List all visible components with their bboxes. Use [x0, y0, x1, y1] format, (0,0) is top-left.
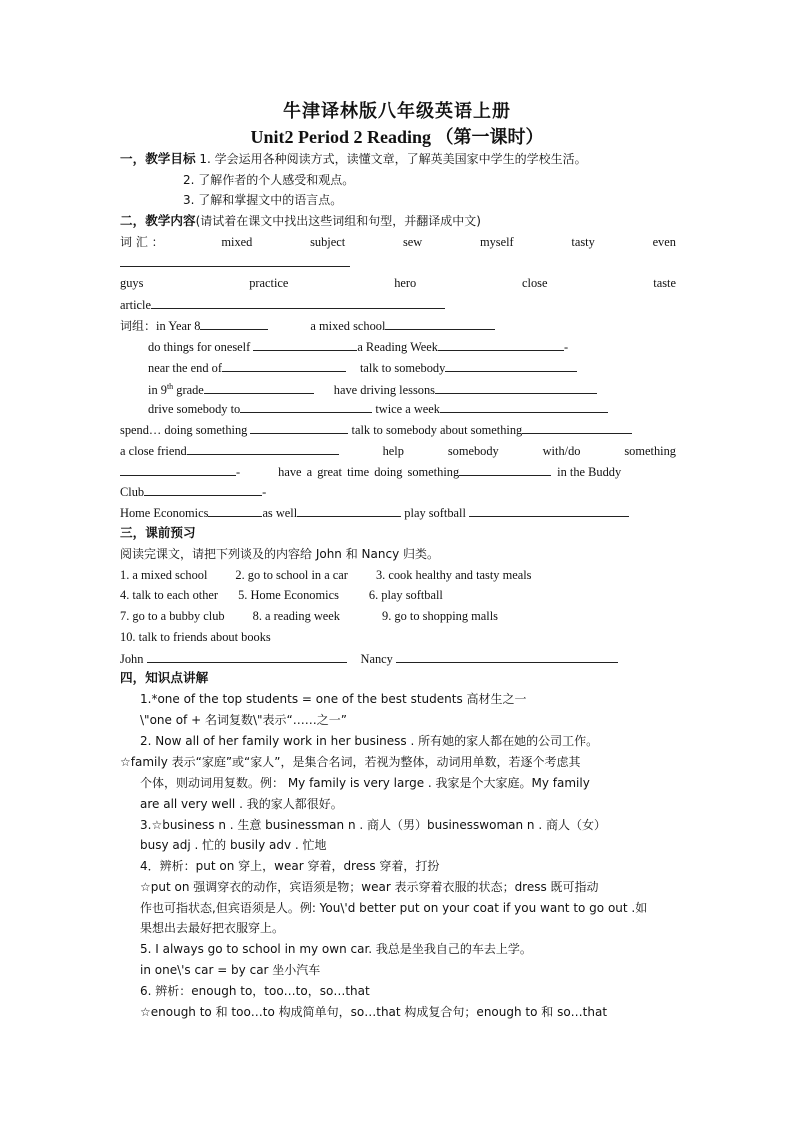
- note-line: busy adj . 忙的 busily adv . 忙地: [140, 838, 327, 852]
- john-answer-blank[interactable]: [147, 649, 347, 663]
- phrase-row-7: a close friend help somebody with/do something: [120, 441, 676, 460]
- answer-blank[interactable]: [204, 380, 314, 394]
- note-line: 5. I always go to school in my own car. 我总是坐我自己的车去上学。: [140, 942, 532, 956]
- section-heading-knowledge: 四，知识点讲解: [120, 670, 209, 685]
- phrase-row-9: Club -: [120, 482, 676, 501]
- answer-blank[interactable]: [151, 295, 445, 309]
- answer-blank[interactable]: [208, 503, 262, 517]
- note-line: 3.☆business n . 生意 businessman n . 商人（男）businesswoman n . 商人（女）: [140, 818, 606, 832]
- answer-blank[interactable]: [253, 337, 357, 351]
- preview-items-row-1: [120, 566, 676, 584]
- answer-blank[interactable]: [459, 462, 551, 476]
- note-line: ☆enough to 和 too…to 构成简单句，so…that 构成复合句；enough to 和 so…that: [140, 1005, 608, 1019]
- note-line: \"one of + 名词复数\"表示“……之一”: [140, 713, 347, 727]
- answer-blank[interactable]: [297, 503, 401, 517]
- phrase-row-2: do things for oneself a Reading Week -: [148, 337, 676, 356]
- note-line: 4．辨析：put on 穿上，wear 穿着，dress 穿着，打扮: [140, 859, 440, 873]
- phrase-label: 词组：: [120, 319, 157, 333]
- answer-blank[interactable]: [435, 380, 597, 394]
- vocab-word: myself: [479, 235, 514, 249]
- phrase-row-6: spend… doing something talk to somebody about something: [120, 420, 676, 439]
- note-line: ☆family 表示“家庭”或“家人”，是集合名词，若视为整体，动词用单数，若逐个考虑其: [120, 755, 581, 769]
- goal-line-2: 2. 了解作者的个人感受和观点。: [183, 173, 355, 187]
- note-line: ☆put on 强调穿衣的动作，宾语须是物；wear 表示穿着衣服的状态；dress 既可指动: [140, 880, 599, 894]
- answer-blank[interactable]: [522, 420, 632, 434]
- list-item: 3. cook healthy and tasty meals: [375, 568, 532, 582]
- phrase-row-3: near the end of talk to somebody: [148, 358, 676, 377]
- answer-blank[interactable]: [120, 253, 350, 267]
- answer-blank[interactable]: [187, 441, 339, 455]
- answer-blank[interactable]: [469, 503, 629, 517]
- vocab-word: tasty: [571, 235, 595, 249]
- nancy-answer-blank[interactable]: [396, 649, 618, 663]
- list-item: 4. talk to each other: [120, 588, 219, 602]
- section-heading-preview: 三，课前预习: [120, 525, 196, 540]
- note-line: in one\'s car = by car 坐小汽车: [140, 963, 321, 977]
- list-item: 9. go to shopping malls: [382, 609, 499, 623]
- answer-blank[interactable]: [385, 316, 495, 330]
- answer-blank[interactable]: [200, 316, 268, 330]
- vocab-word: taste: [653, 276, 676, 290]
- section-heading-content: 二，教学内容(请试着在课文中找出这些词组和句型，并翻译成中文): [120, 213, 481, 228]
- phrase-row-8: - have a great time doing something in the Buddy: [120, 462, 676, 481]
- note-line: 2. Now all of her family work in her business . 所有她的家人都在她的公司工作。: [140, 734, 599, 748]
- list-item: 6. play softball: [368, 588, 443, 602]
- preview-item-10: 10. talk to friends about books: [120, 630, 271, 644]
- list-item: 8. a reading week: [252, 609, 341, 623]
- vocab-blank-line: [120, 253, 676, 272]
- preview-items-row-2: [120, 586, 676, 604]
- note-line: 1.*one of the top students = one of the best students 高材生之一: [140, 692, 527, 706]
- preview-answer-row: John Nancy: [120, 649, 676, 668]
- document-title: 牛津译林版八年级英语上册: [283, 101, 511, 122]
- preview-items-row-3: [120, 607, 676, 625]
- phrase-row-5: drive somebody to twice a week: [148, 399, 676, 418]
- goal-line-3: 3. 了解和掌握文中的语言点。: [183, 193, 343, 207]
- list-item: 5. Home Economics: [238, 588, 339, 602]
- vocab-word: sew: [402, 235, 423, 249]
- list-item: 7. go to a bubby club: [120, 609, 225, 623]
- preview-intro: 阅读完课文，请把下列谈及的内容给 John 和 Nancy 归类。: [120, 547, 439, 561]
- phrase-row-4: in 9th grade have driving lessons: [148, 378, 676, 399]
- vocab-word: close: [522, 276, 548, 290]
- answer-blank[interactable]: [240, 399, 372, 413]
- vocab-word: hero: [394, 276, 417, 290]
- section-heading-goals: 一，教学目标: [120, 151, 196, 166]
- goal-line-1: 一，教学目标 1. 学会运用各种阅读方式，读懂文章，了解英美国家中学生的学校生活。: [120, 151, 587, 166]
- vocab-label: 词 汇 ：: [120, 235, 164, 249]
- vocab-row-1: [120, 233, 676, 251]
- answer-blank[interactable]: [222, 358, 346, 372]
- note-line: 个体，则动词用复数。例： My family is very large . 我家是个大家庭。My family: [140, 776, 590, 790]
- note-line: 果想出去最好把衣服穿上。: [140, 921, 285, 935]
- phrase-row-1: 词组：in Year 8 a mixed school: [120, 316, 676, 335]
- note-line: are all very well . 我的家人都很好。: [140, 797, 343, 811]
- vocab-row-3: article: [120, 295, 676, 314]
- answer-blank[interactable]: [144, 482, 262, 496]
- answer-blank[interactable]: [120, 462, 236, 476]
- vocab-word: practice: [249, 276, 289, 290]
- document-subtitle: Unit2 Period 2 Reading （第一课时）: [250, 127, 544, 147]
- list-item: 1. a mixed school: [120, 568, 208, 582]
- note-line: 作也可指状态,但宾语须是人。例: You\'d better put on your coat if you want to go out .如: [140, 901, 648, 915]
- vocab-word: guys: [120, 276, 144, 290]
- vocab-row-2: [120, 274, 676, 292]
- vocab-word: even: [652, 235, 676, 249]
- note-line: 6. 辨析：enough to，too…to，so…that: [140, 984, 370, 998]
- answer-blank[interactable]: [440, 399, 608, 413]
- answer-blank[interactable]: [445, 358, 577, 372]
- list-item: 2. go to school in a car: [235, 568, 348, 582]
- vocab-word: mixed: [221, 235, 253, 249]
- answer-blank[interactable]: [438, 337, 564, 351]
- answer-blank[interactable]: [250, 420, 348, 434]
- vocab-word: subject: [310, 235, 346, 249]
- phrase-row-10: Home Economics as well play softball: [120, 503, 676, 522]
